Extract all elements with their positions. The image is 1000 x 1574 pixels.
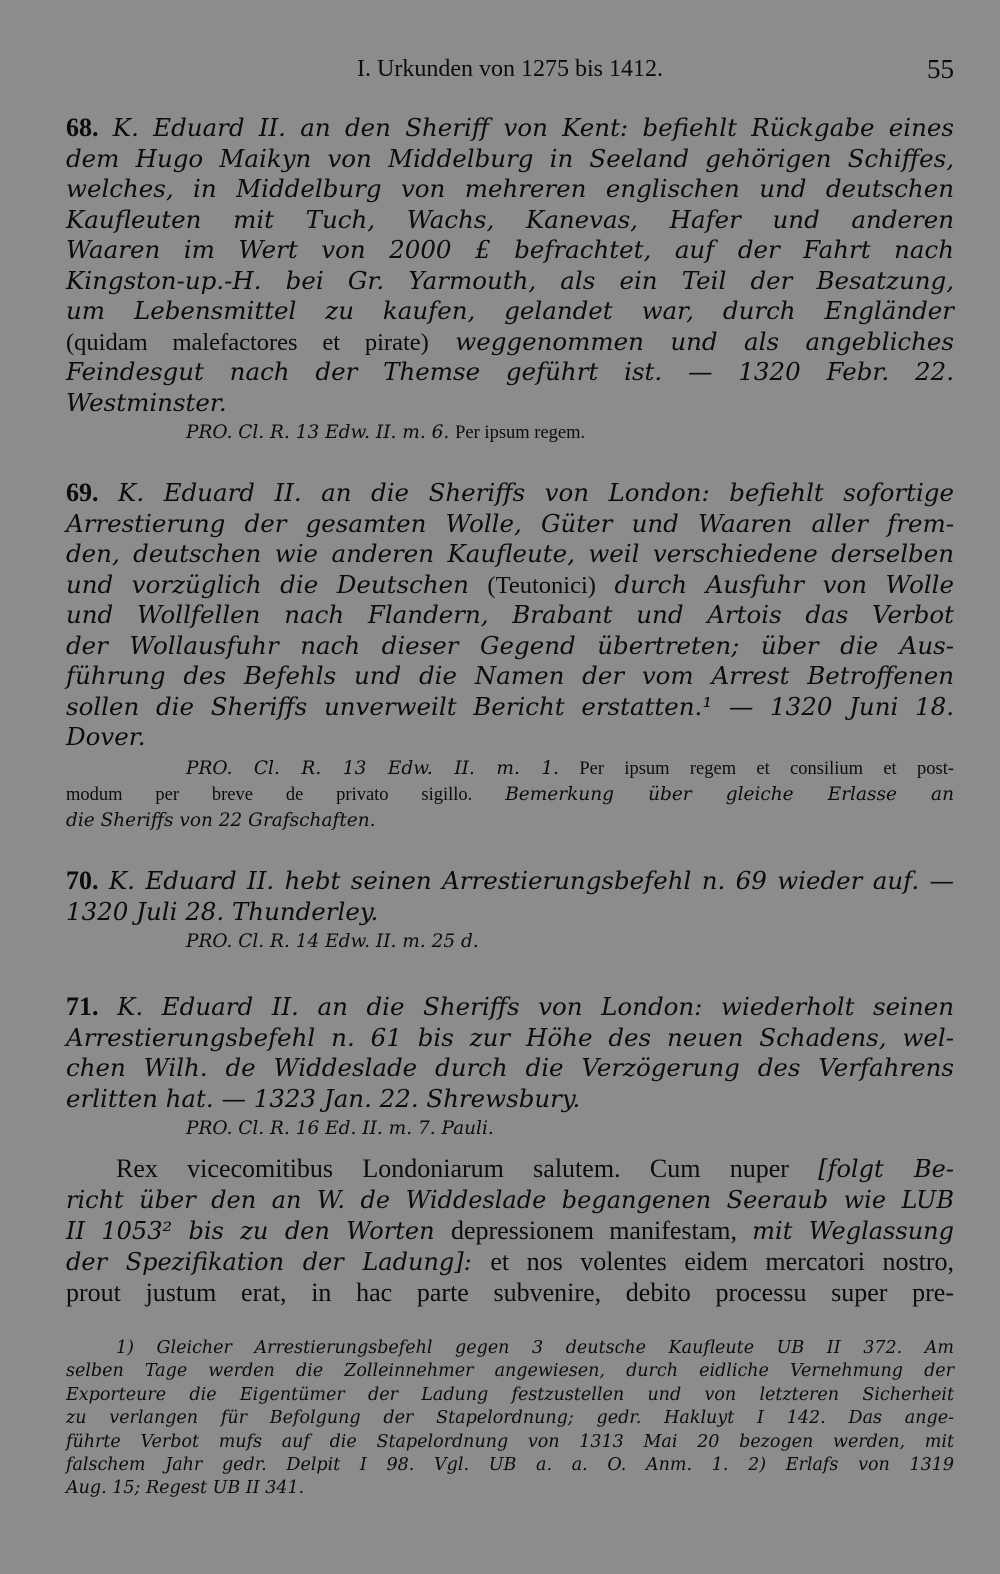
document-body [66, 1153, 954, 1308]
source-reference: PRO. Cl. R. 16 Ed. II. m. 7. Pauli. [186, 1118, 494, 1139]
footnote-line: Aug. 15; Regest UB II 341. [66, 1478, 305, 1499]
entry-71 [66, 992, 954, 1142]
entry-line: 1320 Juli 28. Thunderley. [66, 896, 379, 926]
entry-line: Kaufleuten mit Tuch, Wachs, Kanevas, Hafer und anderen [66, 204, 954, 234]
entry-line: 71. K. Eduard II. an die Sheriffs von London: wiederholt seinen [66, 992, 954, 1021]
body-line: der Spezifikation der Ladung]: et nos volentes eidem mercatori nostro, [66, 1247, 954, 1276]
source-note: modum per breve de privato sigillo. Bemerkung über gleiche Erlasse an [66, 783, 955, 805]
source-note: die Sheriffs von 22 Grafschaften. [66, 809, 376, 831]
entry-line: sollen die Sheriffs unverweilt Bericht erstatten.¹ — 1320 Juni 18. [66, 691, 954, 721]
entry-line: führung des Befehls und die Namen der vom Arrest Betroffenen [66, 661, 954, 690]
entry-line: dem Hugo Maikyn von Middelburg in Seeland gehörigen Schiffes, [66, 143, 954, 173]
footnote-line: 1) Gleicher Arrestierungsbefehl gegen 3 deutsche Kaufleute UB II 372. Am [116, 1338, 954, 1358]
entry-line: Arrestierung der gesamten Wolle, Güter und Waaren aller frem- [66, 508, 954, 538]
entry-line: welches, in Middelburg von mehreren englischen und deutschen [66, 174, 954, 203]
footnote-line: selben Tage werden die Zolleinnehmer angewiesen, durch eidliche Vernehmung der [66, 1361, 954, 1382]
entry-68 [66, 113, 954, 446]
entry-line: Kingston-up.-H. bei Gr. Yarmouth, als ein Teil der Besatzung, [66, 265, 954, 295]
entry-line: den, deutschen wie anderen Kaufleute, weil verschiedene derselben [66, 539, 954, 568]
body-line: richt über den an W. de Widdeslade begangenen Seeraub wie LUB [66, 1186, 954, 1214]
entry-line: Waaren im Wert von 2000 £ befrachtet, auf der Fahrt nach [66, 235, 954, 264]
entry-line: chen Wilh. de Widdeslade durch die Verzögerung des Verfahrens [66, 1053, 954, 1082]
source-reference: PRO. Cl. R. 14 Edw. II. m. 25 d. [186, 931, 479, 952]
entry-line: Arrestierungsbefehl n. 61 bis zur Höhe des neuen Schadens, wel- [66, 1022, 954, 1052]
entry-line: (quidam malefactores et pirate) weggenommen und als angebliches [66, 326, 954, 356]
entry-line: 68. K. Eduard II. an den Sheriff von Kent: befiehlt Rückgabe eines [66, 113, 954, 142]
running-header [66, 52, 954, 88]
entry-line: 69. K. Eduard II. an die Sheriffs von London: befiehlt sofortige [66, 478, 954, 507]
entry-number: 71. [66, 992, 99, 1021]
entry-line: und vorzüglich die Deutschen (Teutonici) durch Ausfuhr von Wolle [66, 569, 954, 599]
entry-line: um Lebensmittel zu kaufen, gelandet war, durch Engländer [66, 296, 954, 325]
body-line: Rex vicecomitibus Londoniarum salutem. Cum nuper [folgt Be- [116, 1154, 954, 1183]
entry-line: Dover. [66, 722, 146, 751]
source-reference: PRO. Cl. R. 13 Edw. II. m. 6. Per ipsum regem. [186, 422, 586, 443]
body-line: II 1053² bis zu den Worten depressionem manifestam, mit Weglassung [66, 1216, 954, 1245]
entry-69 [66, 478, 954, 834]
entry-line: erlitten hat. — 1323 Jan. 22. Shrewsbury. [66, 1083, 581, 1113]
header-title: I. Urkunden von 1275 bis 1412. [357, 56, 663, 82]
footnote-line: falschem Jahr gedr. Delpit I 98. Vgl. UB a. a. O. Anm. 1. 2) Erlafs von 1319 [66, 1454, 954, 1475]
footnotes [66, 1337, 954, 1501]
entry-line: 70. K. Eduard II. hebt seinen Arrestierungsbefehl n. 69 wieder auf. — [66, 866, 954, 895]
entry-70 [66, 866, 954, 955]
entry-number: 70. [66, 866, 99, 895]
body-line: prout justum erat, in hac parte subvenire, debito processu super pre- [66, 1278, 954, 1307]
page-number: 55 [927, 54, 954, 84]
entry-number: 68. [66, 113, 99, 142]
footnote-line: führte Verbot mufs auf die Stapelordnung von 1313 Mai 20 bezogen werden, mit [66, 1431, 954, 1452]
entry-number: 69. [66, 478, 99, 507]
entry-line: der Wollausfuhr nach dieser Gegend übertreten; über die Aus- [66, 630, 954, 660]
entry-line: Feindesgut nach der Themse geführt ist. — 1320 Febr. 22. [66, 357, 954, 386]
entry-line: Westminster. [66, 387, 227, 417]
entry-line: und Wollfellen nach Flandern, Brabant und Artois das Verbot [66, 600, 954, 629]
footnote-line: zu verlangen für Befolgung der Stapelordnung; gedr. Hakluyt I 142. Das ange- [66, 1408, 954, 1429]
source-reference: PRO. Cl. R. 13 Edw. II. m. 1. Per ipsum regem et consilium et post- [186, 757, 954, 779]
footnote-line: Exporteure die Eigentümer der Ladung festzustellen und von letzteren Sicherheit [66, 1384, 954, 1405]
